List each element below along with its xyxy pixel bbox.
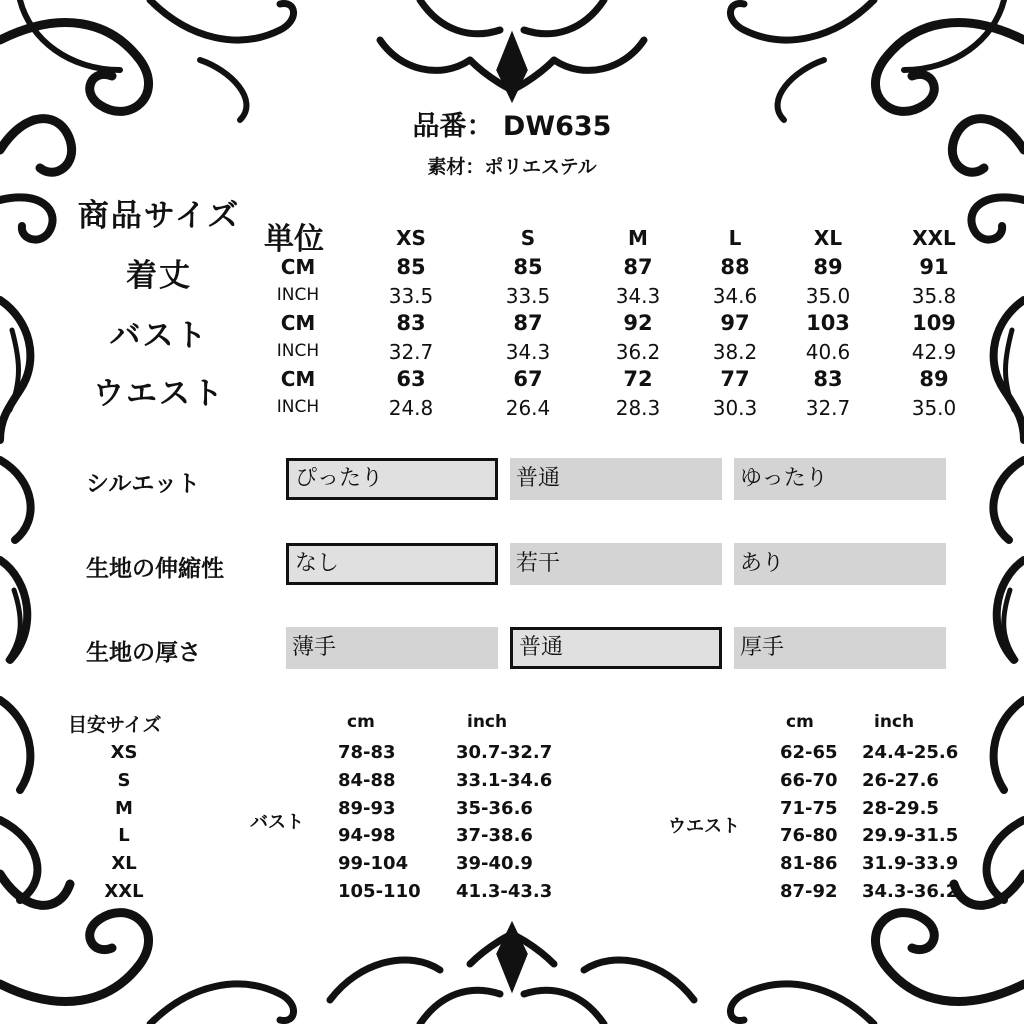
size-header-xxl: XXL	[912, 226, 956, 250]
guide-cell: 89-93	[338, 798, 396, 819]
measure-name-waist: ウエスト	[93, 376, 225, 412]
stretch-option-none: なし	[286, 543, 498, 585]
guide-bust-cm-header: cm	[347, 712, 375, 732]
table-cell: 32.7	[805, 396, 851, 420]
table-cell: 109	[912, 311, 956, 335]
unit-cm: CM	[280, 367, 316, 391]
table-cell: 72	[623, 367, 653, 391]
guide-cell: 33.1-34.6	[456, 770, 553, 791]
table-cell: 89	[919, 367, 949, 391]
guide-cell: 81-86	[780, 853, 838, 874]
stretch-option-yes: あり	[734, 543, 946, 585]
guide-cell: 94-98	[338, 825, 396, 846]
table-cell: 103	[806, 311, 850, 335]
guide-cell: 29.9-31.5	[862, 825, 959, 846]
guide-cell: 30.7-32.7	[456, 742, 553, 763]
table-cell: 35.0	[911, 396, 957, 420]
right-side-scroll	[971, 197, 1024, 900]
left-side-scroll	[0, 197, 53, 900]
silhouette-option-tight: ぴったり	[286, 458, 498, 500]
thickness-option-thin: 薄手	[286, 627, 498, 669]
table-cell: 32.7	[388, 340, 434, 364]
guide-cell: 35-36.6	[456, 798, 533, 819]
guide-size-l: L	[118, 825, 130, 846]
table-cell: 83	[813, 367, 843, 391]
table-cell: 40.6	[805, 340, 851, 364]
guide-size-xxl: XXL	[104, 881, 144, 902]
guide-size-xl: XL	[111, 853, 137, 874]
table-cell: 34.3	[615, 284, 661, 308]
table-cell: 91	[919, 255, 949, 279]
top-left-scroll	[0, 0, 294, 172]
table-cell: 30.3	[712, 396, 758, 420]
guide-cell: 39-40.9	[456, 853, 533, 874]
stretch-option-slight: 若干	[510, 543, 722, 585]
size-header-xs: XS	[396, 226, 426, 250]
table-cell: 87	[623, 255, 653, 279]
guide-bust-label: バスト	[250, 812, 304, 833]
table-cell: 33.5	[388, 284, 434, 308]
table-cell: 33.5	[505, 284, 551, 308]
guide-cell: 76-80	[780, 825, 838, 846]
stretch-label: 生地の伸縮性	[86, 556, 224, 582]
guide-cell: 66-70	[780, 770, 838, 791]
guide-cell: 62-65	[780, 742, 838, 763]
table-cell: 38.2	[712, 340, 758, 364]
table-cell: 85	[513, 255, 543, 279]
thickness-option-thick: 厚手	[734, 627, 946, 669]
table-cell: 42.9	[911, 340, 957, 364]
guide-cell: 37-38.6	[456, 825, 533, 846]
size-header-m: M	[628, 226, 648, 250]
guide-cell: 28-29.5	[862, 798, 939, 819]
product-size-label: 商品サイズ	[77, 198, 241, 234]
table-cell: 24.8	[388, 396, 434, 420]
unit-inch: INCH	[276, 285, 320, 305]
unit-header: 単位	[264, 222, 324, 257]
guide-cell: 24.4-25.6	[862, 742, 959, 763]
guide-waist-cm-header: cm	[786, 712, 814, 732]
measure-name-length: 着丈	[126, 258, 192, 294]
top-center-crest	[380, 0, 644, 95]
table-cell: 63	[396, 367, 426, 391]
guide-cell: 34.3-36.2	[862, 881, 959, 902]
table-cell: 92	[623, 311, 653, 335]
guide-cell: 71-75	[780, 798, 838, 819]
guide-cell: 31.9-33.9	[862, 853, 959, 874]
guide-cell: 26-27.6	[862, 770, 939, 791]
table-cell: 85	[396, 255, 426, 279]
measure-name-bust: バスト	[109, 318, 209, 354]
table-cell: 67	[513, 367, 543, 391]
table-cell: 34.6	[712, 284, 758, 308]
table-cell: 35.0	[805, 284, 851, 308]
thickness-label: 生地の厚さ	[86, 640, 201, 666]
bottom-center-crest	[330, 929, 694, 1024]
unit-inch: INCH	[276, 397, 320, 417]
thickness-option-normal: 普通	[510, 627, 722, 669]
product-number: 品番： DW635	[412, 111, 612, 142]
silhouette-label: シルエット	[86, 471, 200, 497]
table-cell: 89	[813, 255, 843, 279]
guide-cell: 87-92	[780, 881, 838, 902]
table-cell: 97	[720, 311, 750, 335]
table-cell: 87	[513, 311, 543, 335]
table-cell: 88	[720, 255, 750, 279]
table-cell: 26.4	[505, 396, 551, 420]
guide-size-xs: XS	[110, 742, 138, 763]
guide-cell: 99-104	[338, 853, 409, 874]
guide-bust-inch-header: inch	[467, 712, 508, 732]
table-cell: 28.3	[615, 396, 661, 420]
silhouette-option-loose: ゆったり	[734, 458, 946, 500]
guide-size-s: S	[117, 770, 131, 791]
table-cell: 35.8	[911, 284, 957, 308]
unit-cm: CM	[280, 255, 316, 279]
guide-waist-label: ウエスト	[668, 816, 740, 837]
guide-size-m: M	[115, 798, 133, 819]
table-cell: 83	[396, 311, 426, 335]
unit-inch: INCH	[276, 341, 320, 361]
material-label: 素材：ポリエステル	[427, 156, 597, 178]
size-header-l: L	[728, 226, 742, 250]
unit-cm: CM	[280, 311, 316, 335]
table-cell: 36.2	[615, 340, 661, 364]
guide-cell: 105-110	[338, 881, 421, 902]
guide-cell: 78-83	[338, 742, 396, 763]
guide-waist-inch-header: inch	[874, 712, 915, 732]
table-cell: 34.3	[505, 340, 551, 364]
top-right-scroll	[730, 0, 1024, 172]
guide-cell: 84-88	[338, 770, 396, 791]
size-header-s: S	[520, 226, 536, 250]
size-header-xl: XL	[813, 226, 843, 250]
guide-cell: 41.3-43.3	[456, 881, 553, 902]
silhouette-option-normal: 普通	[510, 458, 722, 500]
table-cell: 77	[720, 367, 750, 391]
guide-size-title: 目安サイズ	[68, 714, 162, 736]
